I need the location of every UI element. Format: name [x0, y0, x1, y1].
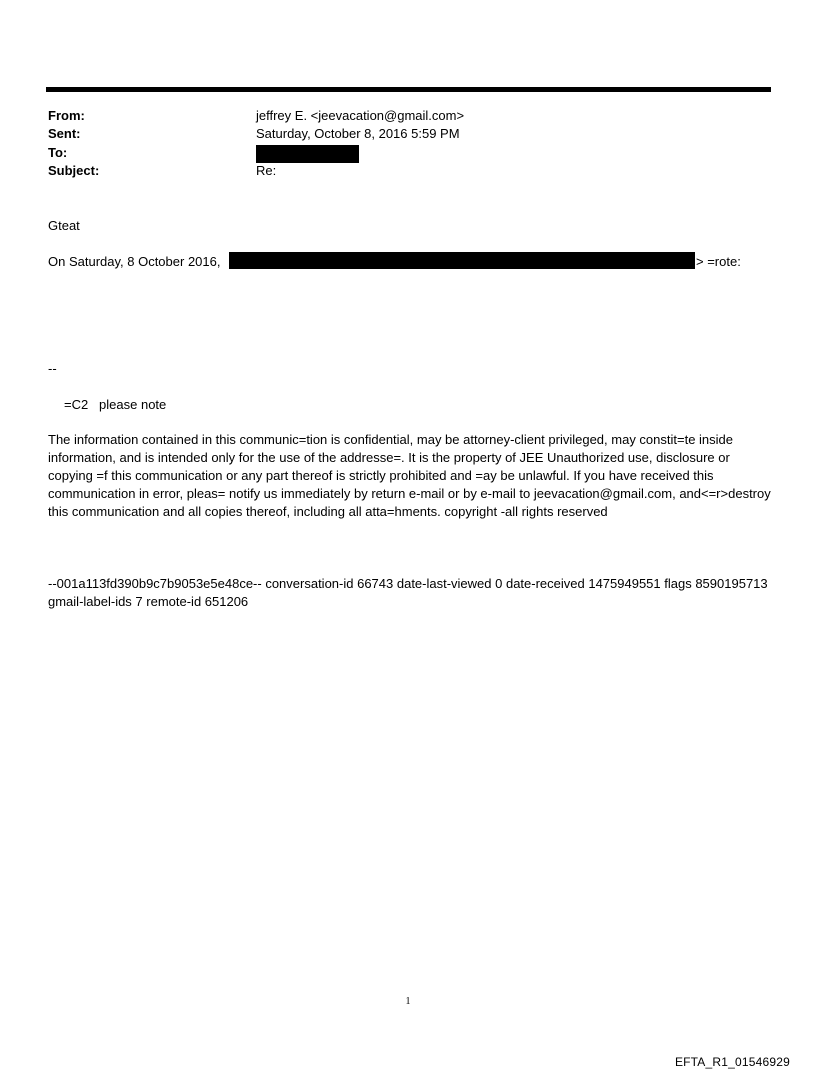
to-redaction: [256, 145, 359, 163]
signature-separator: --: [48, 361, 57, 376]
from-label: From:: [48, 108, 85, 123]
to-label: To:: [48, 145, 68, 160]
from-value: jeffrey E. <jeevacation@gmail.com>: [256, 108, 465, 123]
note-line: =C2 please note: [64, 397, 167, 412]
sent-value: Saturday, October 8, 2016 5:59 PM: [256, 126, 460, 141]
header-rule: [46, 87, 771, 92]
sent-label: Sent:: [48, 126, 81, 141]
subject-label: Subject:: [48, 163, 100, 178]
quote-prefix: On Saturday, 8 October 2016,: [48, 254, 221, 269]
quote-suffix: > =rote:: [696, 254, 741, 269]
bates-number: EFTA_R1_01546929: [674, 1055, 790, 1069]
greeting-text: Gteat: [48, 218, 80, 233]
subject-value: Re:: [256, 163, 277, 178]
page-number: 1: [405, 996, 411, 1007]
disclaimer-paragraph: The information contained in this communic=tion is confidential, may be attorney-client privileged, may constit=te inside information, and is intended only for the use of the addresse=. It is the property of JEE Unauthorized use, disclosure or copying =f this communication or any part thereof is strictly prohibited and =ay be unlawful. If you have received this communication in error, pleas= notify us immediately by return e-mail or by e-mail to jeevacation@gmail.com, and<=r>destroy this communication and all copies thereof, including all atta=hments. copyright -all rights reserved: [48, 432, 771, 519]
metadata-line: --001a113fd390b9c7b9053e5e48ce-- conversation-id 66743 date-last-viewed 0 date-received 1475949551 flags 8590195713 gmail-label-ids 7 remote-id 651206: [48, 576, 768, 609]
quote-redaction: [229, 252, 695, 269]
